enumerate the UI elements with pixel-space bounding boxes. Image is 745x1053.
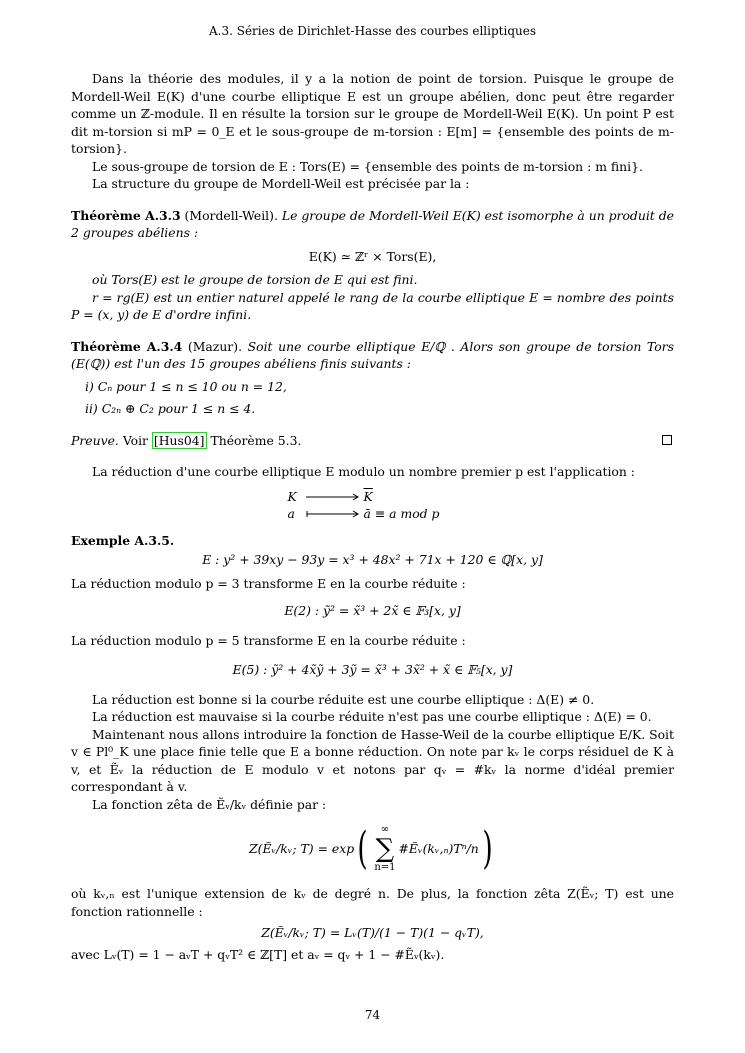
qed-square xyxy=(662,435,672,445)
example-label: Exemple A.3.5. xyxy=(71,532,175,548)
mazur-item-i: i) Cₙ pour 1 ≤ n ≤ 10 ou n = 12, xyxy=(85,378,287,394)
theorem-line-tors: où Tors(E) est le groupe de torsion de E qui est fini. xyxy=(92,272,418,287)
right-paren: ) xyxy=(482,823,493,874)
zeta-rhs: #Ẽᵥ(kᵥ,ₙ)Tⁿ/n xyxy=(398,841,479,857)
mapsto-arrow-icon xyxy=(306,509,360,519)
mazur-item-ii: ii) C₂ₙ ⊕ C₂ pour 1 ≤ n ≤ 4. xyxy=(85,401,256,416)
zeta-lhs: Z(Ẽᵥ/kᵥ; T) = exp xyxy=(249,841,355,857)
sum-upper: ∞ xyxy=(380,824,390,835)
theorem-mordell-weil xyxy=(71,207,674,242)
diagram-field-kbar: $\overline{K}$ xyxy=(363,489,373,505)
diagram-element-abar: ā ≡ a mod p xyxy=(363,506,440,522)
proof-text-post: Théorème 5.3. xyxy=(210,432,302,448)
proof-text-pre: Voir xyxy=(122,432,148,448)
equation-zeta-rational: Z(Ẽᵥ/kᵥ; T) = Lᵥ(T)/(1 − T)(1 − qᵥT), xyxy=(261,925,484,940)
proof-label: Preuve. xyxy=(71,432,119,448)
theorem-name: (Mazur). xyxy=(187,338,243,354)
theorem-name: (Mordell-Weil). xyxy=(184,207,278,223)
mazur-list xyxy=(71,378,674,418)
theorem-statement: Soit une courbe elliptique E/ℚ . Alors son groupe de torsion Tors (E(ℚ)) est l'un des 15 groupes abéliens finis suivants : xyxy=(71,338,674,371)
equation-curve: E : y² + 39xy − 93y = x³ + 48x² + 71x + 120 ∈ ℚ[x, y] xyxy=(202,552,543,567)
equation-reduced-5: E(5) : ỹ² + 4x̃ỹ + 3ỹ = x̃³ + 3x̃² + x̃ ∈ 𝔽₅[x, y] xyxy=(232,662,513,677)
paragraph-reduction: La réduction d'une courbe elliptique E modulo un nombre premier p est l'application : xyxy=(92,464,635,479)
running-header: A.3. Séries de Dirichlet-Hasse des courbes elliptiques xyxy=(208,24,536,38)
paragraph-rational: où kᵥ,ₙ est l'unique extension de kᵥ de degré n. De plus, la fonction zêta Z(Ẽᵥ; T) est une fonction rationnelle : xyxy=(71,886,674,919)
theorem-label: Théorème A.3.4 xyxy=(71,338,183,354)
theorem-line-rank: r = rg(E) est un entier naturel appelé le rang de la courbe elliptique E = nombre des points P = (x, y) de E d'ordre infini. xyxy=(71,289,674,322)
theorem-mazur xyxy=(71,338,674,373)
equation-zeta xyxy=(71,817,674,881)
paragraph-bad-reduction: La réduction est mauvaise si la courbe réduite n'est pas une courbe elliptique : Δ(E) = 0. xyxy=(92,709,652,724)
paragraph-zeta-def: La fonction zêta de Ẽᵥ/kᵥ définie par : xyxy=(92,796,327,812)
paragraph-l-function: avec Lᵥ(T) = 1 − aᵥT + qᵥT² ∈ ℤ[T] et aᵥ = qᵥ + 1 − #Ẽᵥ(kᵥ). xyxy=(71,946,445,962)
paragraph-reduction-3: La réduction modulo p = 3 transforme E en la courbe réduite : xyxy=(71,575,466,591)
sum-symbol: ∞ ∑ n=1 xyxy=(374,824,396,873)
page-content xyxy=(71,70,674,963)
left-paren: ( xyxy=(357,823,368,874)
theorem-label: Théorème A.3.3 xyxy=(71,207,181,223)
arrow-icon xyxy=(306,492,360,502)
paragraph-good-reduction: La réduction est bonne si la courbe réduite est une courbe elliptique : Δ(E) ≠ 0. xyxy=(92,691,595,707)
paragraph-structure: La structure du groupe de Mordell-Weil est précisée par la : xyxy=(92,176,470,191)
page-number: 74 xyxy=(364,1008,381,1022)
paragraph-torsion-subgroup: Le sous-groupe de torsion de E : Tors(E) = {ensemble des points de m-torsion : m fini}. xyxy=(92,158,643,174)
reduction-diagram xyxy=(288,489,458,523)
proof-block xyxy=(71,432,674,450)
sum-lower: n=1 xyxy=(374,862,396,873)
citation-link[interactable]: [Hus04] xyxy=(153,432,205,448)
equation-reduced-3: E(2) : ỹ² = x̃³ + 2x̃ ∈ 𝔽₃[x, y] xyxy=(284,603,461,618)
paragraph-torsion-intro: Dans la théorie des modules, il y a la notion de point de torsion. Puisque le groupe de Mordell-Weil E(K) d'une courbe elliptique E est un groupe abélien, donc peut être regarder comme un ℤ-module. Il en résulte la torsion sur le groupe de Mordell-Weil E(K). Un point P est dit m-torsion si mP = 0_E et le sous-groupe de m-torsion : E[m] = {ensemble des points de m-torsion}. xyxy=(71,71,674,156)
paragraph-hasse-weil: Maintenant nous allons introduire la fonction de Hasse-Weil de la courbe elliptique E/K. Soit v ∈ Pl⁰_K une place finie telle que E a bonne réduction. On note par kᵥ le corps résiduel de K à v, et Ẽᵥ la réduction de E modulo v et notons par qᵥ = #kᵥ la norme d'idéal premier correspondant à v. xyxy=(71,726,674,794)
paragraph-reduction-5: La réduction modulo p = 5 transforme E en la courbe réduite : xyxy=(71,632,466,648)
theorem-statement: Le groupe de Mordell-Weil E(K) est isomorphe à un produit de 2 groupes abéliens : xyxy=(71,207,674,240)
diagram-element-a: a xyxy=(287,506,295,522)
equation-mordell-weil: E(K) ≃ ℤʳ × Tors(E), xyxy=(308,248,437,264)
diagram-field-k: K xyxy=(287,489,297,505)
